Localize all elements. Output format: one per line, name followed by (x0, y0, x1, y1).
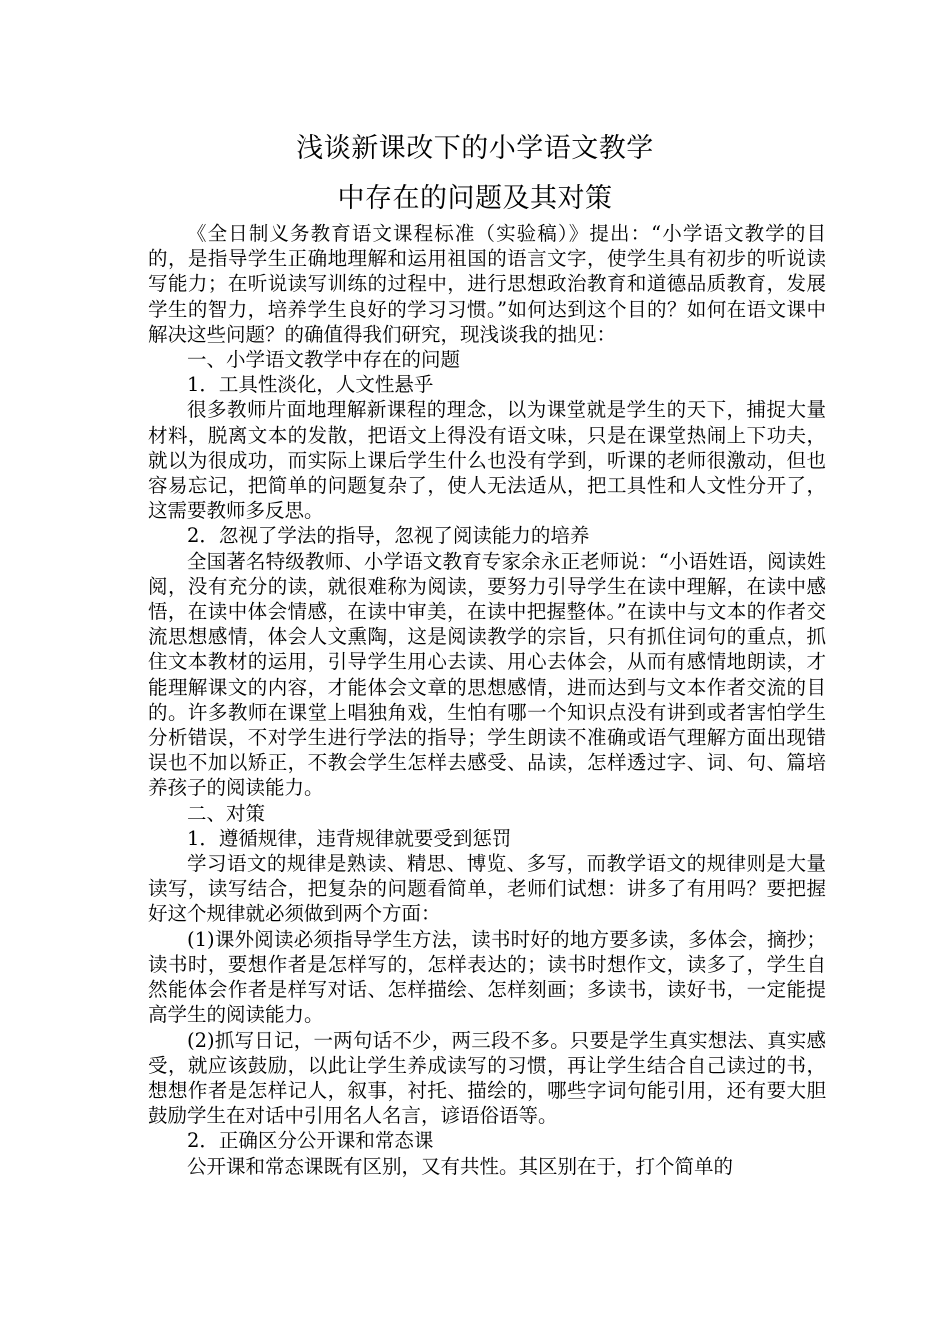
section-heading-problems: 一、小学语文教学中存在的问题 (187, 348, 461, 372)
subheading-reading-method: 2．忽视了学法的指导，忽视了阅读能力的培养 (187, 524, 590, 548)
document-title-line-2: 中存在的问题及其对策 (337, 183, 613, 214)
section-heading-countermeasures: 二、对策 (187, 801, 266, 825)
body-paragraph: 很多教师片面地理解新课程的理念，以为课堂就是学生的天下，捕捉大量材料，脱离文本的发散，把语文上得没有语文味，只是在课堂热闹上下功夫，就以为很成功，而实际上课后学生什么也没有学到，听课的老师很激动，但也容易忘记，把简单的问题复杂了，使人无法适从，把工具性和人文性分开了，这需要教师多反思。 (148, 398, 826, 523)
body-paragraph: 公开课和常态课既有区别，又有共性。其区别在于，打个简单的 (187, 1154, 734, 1178)
body-paragraph: 全国著名特级教师、小学语文教育专家余永正老师说：“小语姓语，阅读姓阅，没有充分的读，就很难称为阅读，要努力引导学生在读中理解，在读中感悟，在读中体会情感，在读中审美，在读中把握整体。”在读中与文本的作者交流思想感情，体会人文熏陶，这是阅读教学的宗旨，只有抓住词句的重点，抓住文本教材的运用，引导学生用心去读、用心去体会，从而有感情地朗读，才能理解课文的内容，才能体会文章的思想感情，进而达到与文本作者交流的目的。许多教师在课堂上唱独角戏，生怕有哪一个知识点没有讲到或者害怕学生分析错误，不对学生进行学法的指导；学生朗读不准确或语气理解方面出现错误也不加以矫正，不教会学生怎样去感受、品读，怎样透过字、词、句、篇培养孩子的阅读能力。 (148, 549, 826, 800)
subheading-tool-humanity: 1．工具性淡化，人文性悬乎 (187, 373, 434, 397)
document-title-line-1: 浅谈新课改下的小学语文教学 (296, 133, 654, 164)
intro-paragraph: 《全日制义务教育语文课程标准（实验稿）》提出：“小学语文教学的目的，是指导学生正确地理解和运用祖国的语言文字，使学生具有初步的听说读写能力；在听说读写训练的过程中，进行思想政治教育和道德品质教育，发展学生的智力，培养学生良好的学习习惯。”如何达到这个目的？如何在语文课中解决这些问题？的确值得我们研究，现浅谈我的拙见： (148, 222, 826, 346)
list-item-diary: (2)抓写日记，一两句话不少，两三段不多。只要是学生真实想法、真实感受，就应该鼓励，以此让学生养成读写的习惯，再让学生结合自己读过的书，想想作者是怎样记人，叙事，衬托、描绘的，哪些字词句能引用，还有要大胆鼓励学生在对话中引用名人名言，谚语俗语等。 (148, 1028, 826, 1128)
list-item-reading: (1)课外阅读必须指导学生方法，读书时好的地方要多读，多体会，摘抄；读书时，要想作者是怎样写的，怎样表达的；读书时想作文，读多了，学生自然能体会作者是样写对话、怎样描绘、怎样刻画；多读书，读好书，一定能提高学生的阅读能力。 (148, 927, 826, 1027)
body-paragraph: 学习语文的规律是熟读、精思、博览、多写，而教学语文的规律则是大量读写，读写结合，把复杂的问题看简单，老师们试想：讲多了有用吗？要把握好这个规律就必须做到两个方面： (148, 852, 826, 926)
subheading-follow-rules: 1．遵循规律，违背规律就要受到惩罚 (187, 826, 512, 850)
subheading-open-class: 2．正确区分公开课和常态课 (187, 1129, 434, 1153)
document-body (148, 221, 826, 1179)
